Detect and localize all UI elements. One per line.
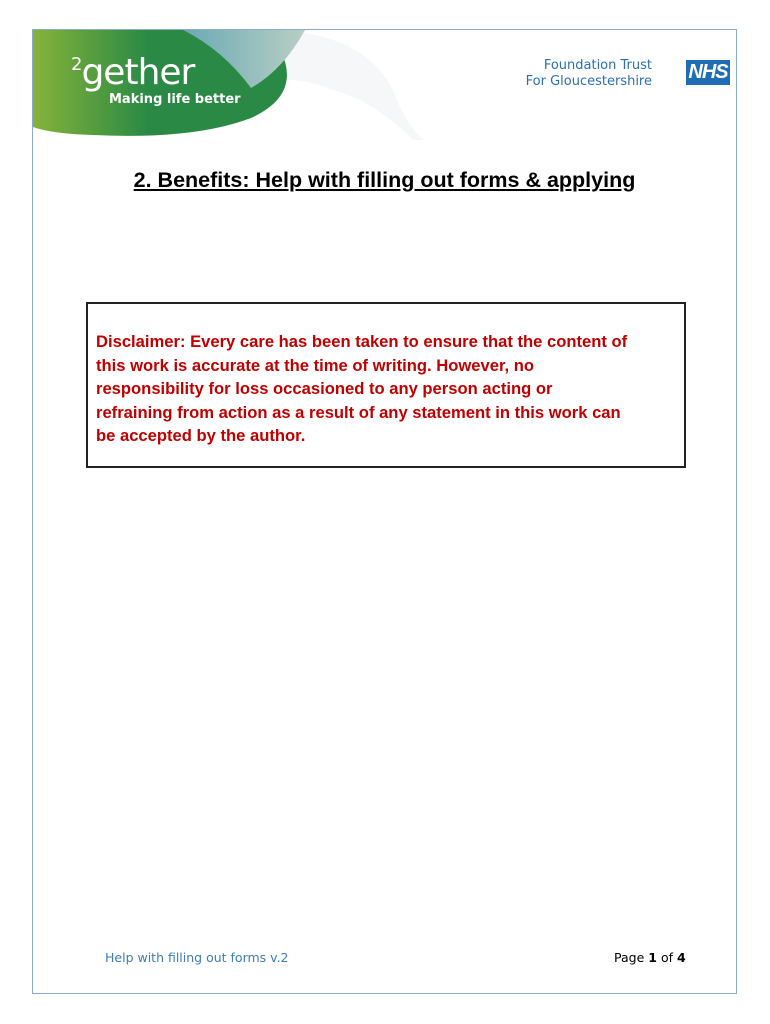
disclaimer-box [86, 302, 686, 468]
trust-name [526, 58, 652, 90]
disclaimer-line: responsibility for loss occasioned to any person acting or [96, 379, 553, 398]
disclaimer-line: this work is accurate at the time of writing. However, no [96, 355, 534, 375]
trust-line-2: For Gloucestershire [525, 74, 652, 89]
disclaimer-line: Disclaimer: Every care has been taken to ensure that the content of [96, 332, 628, 351]
brand-tagline: Making life better [109, 92, 241, 107]
brand-sup: 2 [71, 54, 82, 75]
disclaimer-text [96, 330, 686, 448]
nhs-logo: NHS [686, 60, 730, 85]
document-page [32, 29, 737, 994]
brand-logo [71, 52, 194, 93]
page-total: 4 [676, 950, 686, 965]
page-of: of [660, 950, 673, 965]
brand-name: gether [81, 52, 195, 93]
page-prefix: Page [614, 950, 645, 965]
trust-line-1: Foundation Trust [543, 58, 652, 73]
page-current: 1 [648, 950, 657, 965]
page-title: 2. Benefits: Help with filling out forms & applying [133, 168, 636, 192]
footer-page-number [614, 950, 686, 965]
disclaimer-line: be accepted by the author. [96, 426, 306, 445]
disclaimer-line: refraining from action as a result of any statement in this work can [96, 402, 621, 422]
footer-doc-name: Help with filling out forms v.2 [105, 950, 289, 965]
